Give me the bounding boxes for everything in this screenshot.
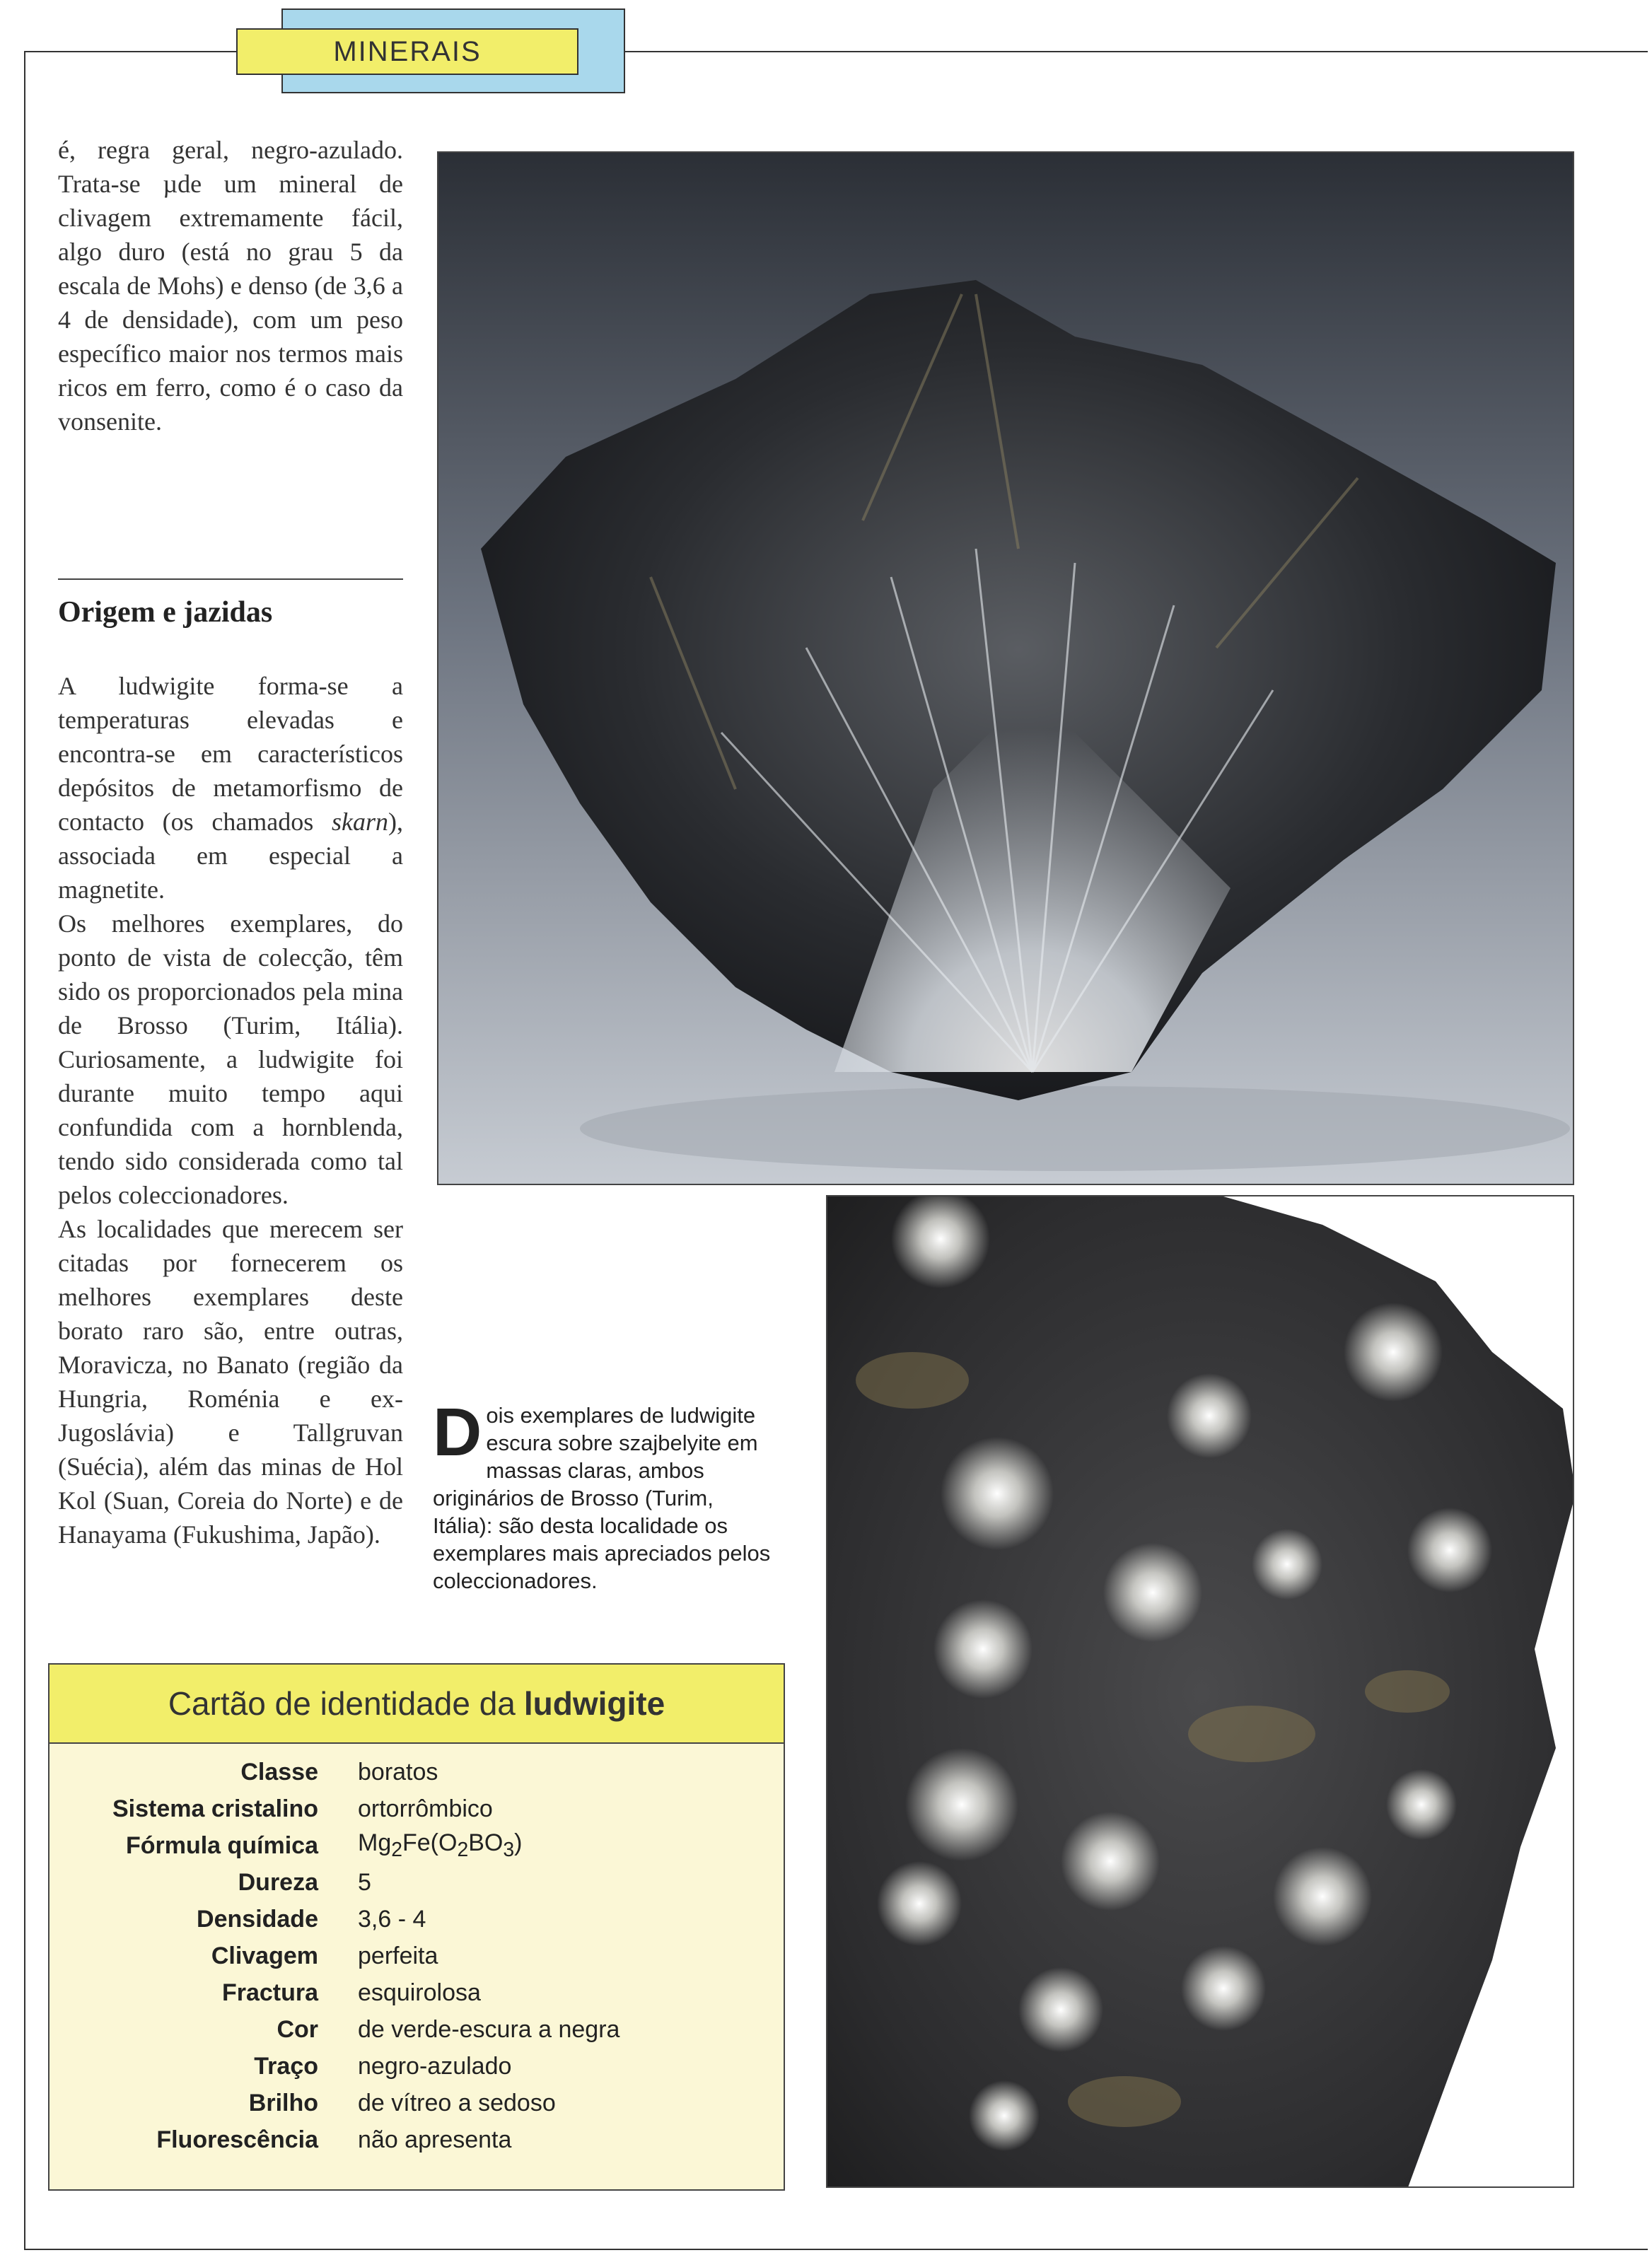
mineral-illustration-2 — [827, 1196, 1574, 2188]
origin-paragraph-3: As localidades que merecem ser citadas por fornecerem os melhores exemplares deste borato raro são, entre outras, Moravicza, no Banato (região da Hungria, Roménia e ex-Jugoslávia) e Tallgruvan (Suécia), além das minas de Hol Kol (Suan, Coreia do Norte) e de Hanayama (Fukushima, Japão). — [58, 1215, 403, 1549]
mineral-illustration-1 — [438, 153, 1574, 1185]
intro-paragraph — [58, 133, 403, 438]
photo-caption — [433, 1394, 772, 1595]
card-row-densidade: Densidade 3,6 - 4 — [197, 1905, 426, 1933]
origin-paragraph-1: A ludwigite forma-se a temperaturas elevadas e encontra-se em característicos depósitos de metamorfismo de contacto (os chamados skarn), associada em especial a magnetite. — [58, 672, 403, 904]
card-row-cor: Cor de verde-escura a negra — [277, 2015, 620, 2043]
caption-text: ois exemplares de ludwigite escura sobre szajbelyite em massas claras, ambos originários de Brosso (Turim, Itália): são desta localidade os exemplares mais apreciados pelos coleccionadores. — [433, 1403, 771, 1593]
card-row-fluorescencia: Fluorescência não apresenta — [156, 2126, 512, 2153]
card-row-dureza: Dureza 5 — [238, 1868, 371, 1896]
section-tab: MINERAIS — [236, 28, 578, 75]
ludwigite-specimen-photo-1 — [437, 151, 1574, 1185]
identity-card-rows — [50, 1754, 784, 2158]
formula-value: $Mg_2Fe(O_2BO_3)$ — [358, 1829, 523, 1861]
card-row-fractura: Fractura esquirolosa — [221, 1979, 481, 2006]
identity-card — [48, 1663, 785, 2191]
section-heading: Origem e jazidas — [58, 596, 273, 629]
origin-paragraph-2: Os melhores exemplares, do ponto de vista de colecção, têm sido os proporcionados pela mina de Brosso (Turim, Itália). Curiosamente, a ludwigite foi durante muito tempo aqui confundida com a hornblenda, tendo sido considerada como tal pelos coleccionadores. — [58, 909, 403, 1209]
card-row-clivagem: Clivagem perfeita — [211, 1942, 438, 1969]
identity-card-title: Cartão de identidade da ludwigite — [50, 1665, 784, 1744]
card-row-sistema: Sistema cristalino ortorrômbico — [112, 1795, 493, 1822]
card-row-formula: Fórmula química $Mg_2Fe(O_2BO_3)$ — [125, 1829, 523, 1861]
ludwigite-specimen-photo-2 — [826, 1195, 1574, 2188]
intro-text: é, regra geral, negro-azulado. Trata-se µde um mineral de clivagem extremamente fácil, algo duro (está no grau 5 da escala de Mohs) e denso (de 3,6 a 4 de densidade), com um peso específico maior nos termos mais ricos em ferro, como é o caso da vonsenite. — [58, 136, 403, 436]
caption-dropcap: D — [433, 1394, 482, 1470]
origin-text-column — [58, 669, 403, 1551]
section-divider — [58, 578, 403, 580]
identity-card-mineral: ludwigite — [523, 1685, 665, 1722]
card-row-classe: Classe boratos — [240, 1758, 438, 1786]
card-row-traco: Traço negro-azulado — [254, 2052, 512, 2080]
card-row-brilho: Brilho de vítreo a sedoso — [248, 2089, 556, 2116]
skarn-term: skarn — [332, 808, 388, 836]
